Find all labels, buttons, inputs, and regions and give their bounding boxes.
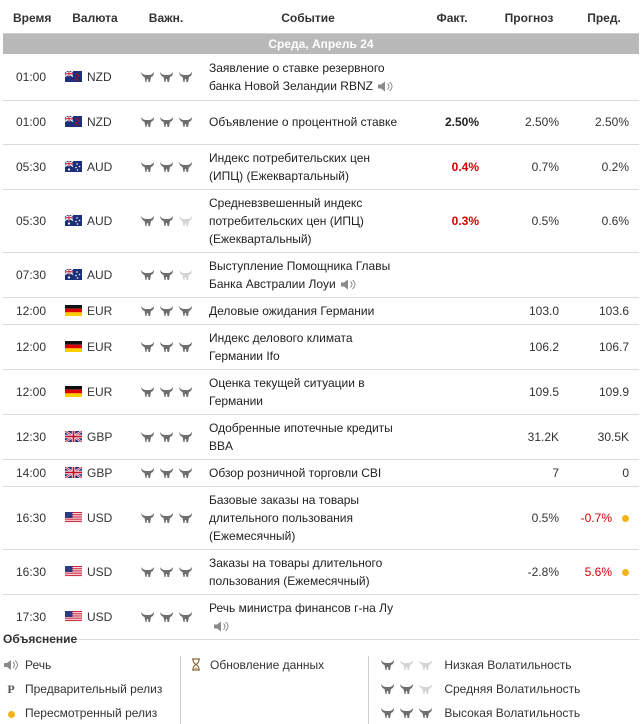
- event-time: 12:00: [3, 369, 59, 414]
- event-title[interactable]: Индекс потребительских цен (ИПЦ) (Ежеквартальный): [209, 150, 371, 183]
- event-name[interactable]: [201, 54, 415, 100]
- speaker-icon: [336, 277, 358, 291]
- de-flag-icon: [65, 340, 87, 354]
- event-time: 01:00: [3, 54, 59, 100]
- event-title[interactable]: Заказы на товары длительного пользования (Ежемесячный): [209, 555, 383, 588]
- day-label: Среда, Апрель 24: [3, 34, 639, 55]
- legend-divider: [180, 656, 181, 724]
- legend-title: Объяснение: [3, 632, 78, 646]
- event-title[interactable]: Речь министра финансов г-на Лу: [209, 600, 394, 615]
- event-row[interactable]: [3, 414, 639, 459]
- event-previous: [569, 549, 639, 594]
- event-previous: [569, 144, 639, 189]
- importance-bulls-icon: [131, 549, 201, 594]
- legend-preliminary: [3, 682, 162, 697]
- legend-divider: [368, 656, 369, 724]
- legend-medium-volatility: [378, 682, 580, 696]
- event-name[interactable]: [201, 459, 415, 486]
- currency-code: EUR: [87, 339, 113, 354]
- event-title[interactable]: Средневзвешенный индекс потребительских цен (ИПЦ) (Ежеквартальный): [209, 195, 364, 246]
- event-previous: [569, 297, 639, 324]
- event-currency: [59, 459, 131, 486]
- event-row[interactable]: [3, 459, 639, 486]
- event-actual: 2.50%: [415, 100, 489, 144]
- us-flag-icon: [65, 565, 87, 579]
- event-row[interactable]: [3, 486, 639, 549]
- event-row[interactable]: [3, 189, 639, 252]
- medium-volatility-bulls-icon: [378, 682, 435, 696]
- event-currency: [59, 369, 131, 414]
- preliminary-icon: P: [7, 682, 15, 697]
- event-forecast: [489, 252, 569, 297]
- event-row[interactable]: [3, 594, 639, 639]
- event-forecast: [489, 594, 569, 639]
- col-header-importance[interactable]: Важн.: [131, 3, 201, 34]
- event-forecast: 7: [489, 459, 569, 486]
- event-row[interactable]: [3, 54, 639, 100]
- event-name[interactable]: [201, 549, 415, 594]
- event-actual: [415, 252, 489, 297]
- event-actual: 0.3%: [415, 189, 489, 252]
- event-forecast: 103.0: [489, 297, 569, 324]
- event-previous: [569, 486, 639, 549]
- event-currency: [59, 144, 131, 189]
- event-name[interactable]: [201, 189, 415, 252]
- event-actual: [415, 459, 489, 486]
- event-row[interactable]: [3, 252, 639, 297]
- legend-high-label: Высокая Волатильность: [444, 706, 581, 720]
- importance-bulls-icon: [131, 324, 201, 369]
- currency-code: USD: [87, 564, 113, 579]
- event-time: 14:00: [3, 459, 59, 486]
- event-time: 12:00: [3, 324, 59, 369]
- event-time: 05:30: [3, 144, 59, 189]
- currency-code: USD: [87, 609, 113, 624]
- legend-revised: [3, 706, 157, 721]
- legend-data-update: [188, 658, 324, 674]
- economic-calendar: [3, 3, 639, 640]
- speaker-icon: [209, 619, 231, 633]
- calendar-table: [3, 3, 639, 640]
- event-currency: [59, 414, 131, 459]
- event-row[interactable]: [3, 297, 639, 324]
- event-currency: [59, 100, 131, 144]
- legend-low-volatility: [378, 658, 572, 672]
- event-currency: [59, 486, 131, 549]
- event-time: 16:30: [3, 549, 59, 594]
- legend-preliminary-label: Предварительный релиз: [25, 682, 163, 696]
- event-actual: [415, 324, 489, 369]
- currency-code: AUD: [87, 267, 113, 282]
- event-previous: [569, 54, 639, 100]
- event-forecast: 0.7%: [489, 144, 569, 189]
- importance-bulls-icon: [131, 100, 201, 144]
- event-name[interactable]: [201, 324, 415, 369]
- legend-speech: [3, 658, 51, 673]
- legend-high-volatility: [378, 706, 580, 720]
- event-time: 07:30: [3, 252, 59, 297]
- col-header-previous[interactable]: Пред.: [569, 3, 639, 34]
- event-currency: [59, 297, 131, 324]
- event-previous: [569, 459, 639, 486]
- event-row[interactable]: [3, 144, 639, 189]
- event-title[interactable]: Индекс делового климата Германии Ifo: [209, 330, 353, 363]
- event-title[interactable]: Одобренные ипотечные кредиты BBA: [209, 420, 393, 453]
- legend-low-label: Низкая Волатильность: [444, 658, 572, 672]
- col-header-event[interactable]: Событие: [201, 3, 415, 34]
- nz-flag-icon: [65, 115, 87, 129]
- event-name[interactable]: [201, 594, 415, 639]
- event-previous: [569, 414, 639, 459]
- event-currency: [59, 252, 131, 297]
- event-actual: [415, 486, 489, 549]
- event-name[interactable]: [201, 144, 415, 189]
- col-header-time[interactable]: Время: [3, 3, 59, 34]
- nz-flag-icon: [65, 70, 87, 84]
- legend-revised-label: Пересмотренный релиз: [25, 706, 158, 720]
- currency-code: EUR: [87, 303, 113, 318]
- event-name[interactable]: [201, 414, 415, 459]
- event-forecast: 109.5: [489, 369, 569, 414]
- col-header-actual[interactable]: Факт.: [415, 3, 489, 34]
- event-title[interactable]: Заявление о ставке резервного банка Новой Зеландии RBNZ: [209, 60, 385, 93]
- event-row[interactable]: [3, 100, 639, 144]
- importance-bulls-icon: [131, 252, 201, 297]
- revised-dot-icon: [622, 569, 629, 576]
- de-flag-icon: [65, 304, 87, 318]
- de-flag-icon: [65, 385, 87, 399]
- event-previous: [569, 189, 639, 252]
- previous-value: 0.6%: [601, 213, 629, 228]
- event-title[interactable]: Оценка текущей ситуации в Германии: [209, 375, 365, 408]
- event-name[interactable]: [201, 252, 415, 297]
- event-title[interactable]: Выступление Помощника Главы Банка Австралии Лоуи: [209, 258, 391, 291]
- event-actual: [415, 549, 489, 594]
- event-row[interactable]: [3, 324, 639, 369]
- currency-code: USD: [87, 510, 113, 525]
- previous-value: 109.9: [598, 384, 629, 399]
- event-time: 01:00: [3, 100, 59, 144]
- currency-code: AUD: [87, 159, 113, 174]
- au-flag-icon: [65, 214, 87, 228]
- event-currency: [59, 549, 131, 594]
- event-time: 12:00: [3, 297, 59, 324]
- event-actual: [415, 594, 489, 639]
- event-title[interactable]: Объявление о процентной ставке: [209, 115, 398, 129]
- currency-code: GBP: [87, 429, 113, 444]
- currency-code: NZD: [87, 69, 112, 84]
- event-name[interactable]: [201, 100, 415, 144]
- event-forecast: 106.2: [489, 324, 569, 369]
- legend-medium-label: Средняя Волатильность: [444, 682, 581, 696]
- hourglass-icon: [188, 658, 204, 674]
- event-name[interactable]: [201, 486, 415, 549]
- event-actual: [415, 414, 489, 459]
- event-currency: [59, 189, 131, 252]
- currency-code: NZD: [87, 115, 112, 129]
- currency-code: AUD: [87, 213, 113, 228]
- importance-bulls-icon: [131, 414, 201, 459]
- low-volatility-bulls-icon: [378, 658, 435, 672]
- event-title[interactable]: Деловые ожидания Германии: [209, 303, 375, 318]
- previous-value: 0: [622, 465, 629, 480]
- event-row[interactable]: [3, 549, 639, 594]
- currency-code: EUR: [87, 384, 113, 399]
- importance-bulls-icon: [131, 459, 201, 486]
- previous-value: 2.50%: [594, 115, 629, 129]
- event-actual: 0.4%: [415, 144, 489, 189]
- event-time: 17:30: [3, 594, 59, 639]
- event-previous: [569, 324, 639, 369]
- day-header-row: [3, 34, 639, 55]
- event-previous: [569, 594, 639, 639]
- us-flag-icon: [65, 610, 87, 624]
- previous-value: 5.6%: [584, 564, 612, 579]
- event-time: 12:30: [3, 414, 59, 459]
- col-header-currency[interactable]: Валюта: [59, 3, 131, 34]
- event-forecast: 0.5%: [489, 486, 569, 549]
- event-title[interactable]: Обзор розничной торговли CBI: [209, 465, 382, 480]
- event-row[interactable]: [3, 369, 639, 414]
- table-header: [3, 3, 639, 34]
- event-currency: [59, 54, 131, 100]
- speaker-icon: [373, 79, 395, 93]
- revised-dot-icon: [3, 707, 19, 721]
- previous-value: 106.7: [598, 339, 629, 354]
- revised-dot-icon: [622, 515, 629, 522]
- event-name[interactable]: [201, 369, 415, 414]
- event-currency: [59, 324, 131, 369]
- event-actual: [415, 297, 489, 324]
- event-forecast: -2.8%: [489, 549, 569, 594]
- legend-data-update-label: Обновление данных: [210, 658, 325, 673]
- event-title[interactable]: Базовые заказы на товары длительного пользования (Ежемесячный): [209, 492, 360, 543]
- previous-value: 0.2%: [601, 159, 629, 174]
- au-flag-icon: [65, 160, 87, 174]
- legend-speech-label: Речь: [25, 658, 52, 672]
- speaker-icon: [3, 659, 19, 673]
- importance-bulls-icon: [131, 144, 201, 189]
- event-previous: [569, 100, 639, 144]
- event-previous: [569, 252, 639, 297]
- event-previous: [569, 369, 639, 414]
- event-time: 16:30: [3, 486, 59, 549]
- gb-flag-icon: [65, 466, 87, 480]
- high-volatility-bulls-icon: [378, 706, 435, 720]
- event-forecast: 2.50%: [489, 100, 569, 144]
- importance-bulls-icon: [131, 189, 201, 252]
- previous-value: -0.7%: [580, 510, 612, 525]
- event-forecast: 31.2K: [489, 414, 569, 459]
- event-forecast: [489, 54, 569, 100]
- event-forecast: 0.5%: [489, 189, 569, 252]
- event-actual: [415, 369, 489, 414]
- event-name[interactable]: [201, 297, 415, 324]
- currency-code: GBP: [87, 465, 113, 480]
- event-actual: [415, 54, 489, 100]
- us-flag-icon: [65, 511, 87, 525]
- importance-bulls-icon: [131, 297, 201, 324]
- au-flag-icon: [65, 268, 87, 282]
- importance-bulls-icon: [131, 369, 201, 414]
- previous-value: 30.5K: [597, 429, 629, 444]
- importance-bulls-icon: [131, 486, 201, 549]
- gb-flag-icon: [65, 430, 87, 444]
- previous-value: 103.6: [598, 303, 629, 318]
- event-time: 05:30: [3, 189, 59, 252]
- col-header-forecast[interactable]: Прогноз: [489, 3, 569, 34]
- importance-bulls-icon: [131, 54, 201, 100]
- importance-bulls-icon: [131, 594, 201, 639]
